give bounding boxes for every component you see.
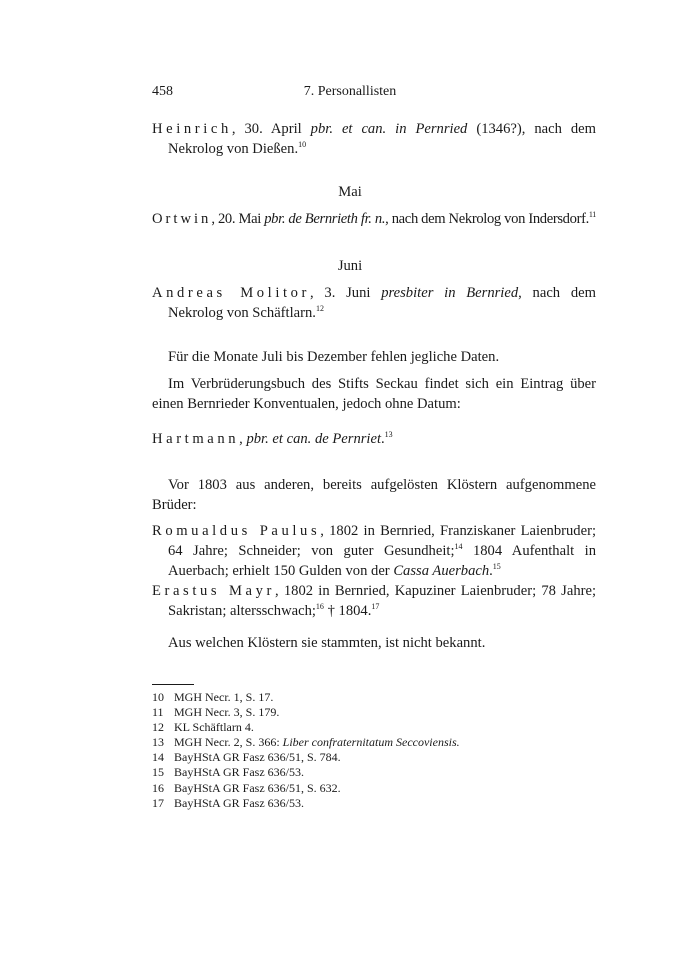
footnote-number: 16 <box>152 780 164 795</box>
page-number: 458 <box>152 84 173 99</box>
month-heading-juni: Juni <box>337 258 363 274</box>
entry-text: (1346?), nach dem Nekrolog von Dießen. <box>168 121 596 157</box>
paragraph-seckau <box>152 374 596 414</box>
footnote-11 <box>152 705 596 720</box>
entry-text: . <box>381 431 385 447</box>
footnote-number: 14 <box>152 750 164 765</box>
footnote-ref: 15 <box>492 562 501 571</box>
entry-date: , 20. Mai <box>211 211 265 227</box>
entry-date: , 3. Juni <box>310 285 382 301</box>
footnote-ref: 17 <box>371 602 380 611</box>
entry-role: pbr. et can. in Pernried <box>310 121 468 137</box>
entry-text: . <box>489 563 493 579</box>
entry-date: , 30. April <box>231 121 311 137</box>
footnote-ref: 13 <box>384 430 393 439</box>
footnote-15 <box>152 765 596 780</box>
footnote-text: KL Schäftlarn 4. <box>174 720 254 735</box>
footnotes <box>152 690 596 811</box>
paragraph-vor-1803 <box>152 475 596 515</box>
person-name: Romualdus Paulus <box>152 523 321 539</box>
entry-andreas-molitor <box>152 283 596 323</box>
entry-ortwin <box>152 209 596 229</box>
entry-text: , nach dem Nekrolog von Indersdorf. <box>385 211 589 227</box>
paragraph-text: Vor 1803 aus anderen, bereits aufgelösten Klöstern aufgenommene Brüder: <box>152 477 596 513</box>
footnote-ref: 14 <box>454 542 463 551</box>
running-head: 7. Personallisten <box>303 84 397 99</box>
footnote-text: MGH Necr. 2, S. 366: <box>174 735 283 750</box>
person-name: Heinrich <box>152 121 232 137</box>
entry-hartmann <box>152 429 596 449</box>
footnote-text: BayHStA GR Fasz 636/53. <box>174 795 305 810</box>
footnote-text: MGH Necr. 3, S. 179. <box>174 705 280 720</box>
footnote-ref: 11 <box>588 210 596 219</box>
footnote-number: 10 <box>152 690 164 704</box>
footnote-ref: 12 <box>315 304 324 313</box>
entry-role: pbr. et can. de Pernriet <box>246 431 382 447</box>
footnote-number: 13 <box>152 735 164 750</box>
paragraph-text: Aus welchen Klöstern sie stammten, ist nicht bekannt. <box>168 635 486 651</box>
entry-text: , 1802 in Bernried, Kapuziner Laienbruder; 78 Jahre; Sakristan; altersschwach; <box>168 583 597 619</box>
person-name: Ortwin <box>152 211 212 227</box>
footnote-number: 12 <box>152 720 164 735</box>
entry-text: 1804 Aufenthalt in Auerbach; erhielt 150 Gulden von der <box>168 543 596 579</box>
entry-heinrich <box>152 119 596 159</box>
footnote-10 <box>152 690 596 705</box>
paragraph-text: Für die Monate Juli bis Dezember fehlen jegliche Daten. <box>168 349 500 365</box>
entry-erastus-mayr <box>152 581 596 621</box>
paragraph-text: Im Verbrüderungsbuch des Stifts Seckau findet sich ein Eintrag über einen Bernrieder Konventualen, jedoch ohne Datum: <box>152 376 596 412</box>
entry-text: , 1802 in Bernried, Franziskaner Laienbruder; 64 Jahre; Schneider; von guter Gesundheit; <box>168 523 596 559</box>
person-name: Erastus Mayr <box>152 583 275 599</box>
entry-role: Cassa Auerbach <box>393 563 490 579</box>
entry-text: , nach dem Nekrolog von Schäftlarn. <box>168 285 596 321</box>
footnote-17 <box>152 796 596 811</box>
footnote-number: 15 <box>152 765 164 780</box>
entry-text: † 1804. <box>323 603 372 619</box>
footnote-number: 11 <box>152 705 164 720</box>
footnote-16 <box>152 781 596 796</box>
month-heading-mai: Mai <box>338 184 362 200</box>
footnote-text: BayHStA GR Fasz 636/51, S. 784. <box>174 750 341 765</box>
entry-separator: , <box>239 431 247 447</box>
footnote-ref: 16 <box>315 602 324 611</box>
footnote-text: BayHStA GR Fasz 636/51, S. 632. <box>174 780 341 795</box>
entry-role: presbiter in Bernried <box>381 285 519 301</box>
footnote-14 <box>152 750 596 765</box>
entry-romualdus-paulus <box>152 521 596 581</box>
footnote-text: BayHStA GR Fasz 636/53. <box>174 765 305 780</box>
entry-role: pbr. de Bernrieth fr. n. <box>264 211 386 227</box>
person-name: Andreas Molitor <box>152 285 310 301</box>
footnote-divider <box>152 684 194 685</box>
paragraph-kloester <box>152 633 596 653</box>
person-name: Hartmann <box>152 431 240 447</box>
footnote-number: 17 <box>152 795 164 810</box>
footnote-text: MGH Necr. 1, S. 17. <box>174 690 274 704</box>
footnote-13 <box>152 735 596 750</box>
paragraph-juli-dezember <box>152 347 596 367</box>
footnote-12 <box>152 720 596 735</box>
footnote-italic: Liber confraternitatum Seccoviensis. <box>282 735 460 750</box>
footnote-ref: 10 <box>298 140 307 149</box>
